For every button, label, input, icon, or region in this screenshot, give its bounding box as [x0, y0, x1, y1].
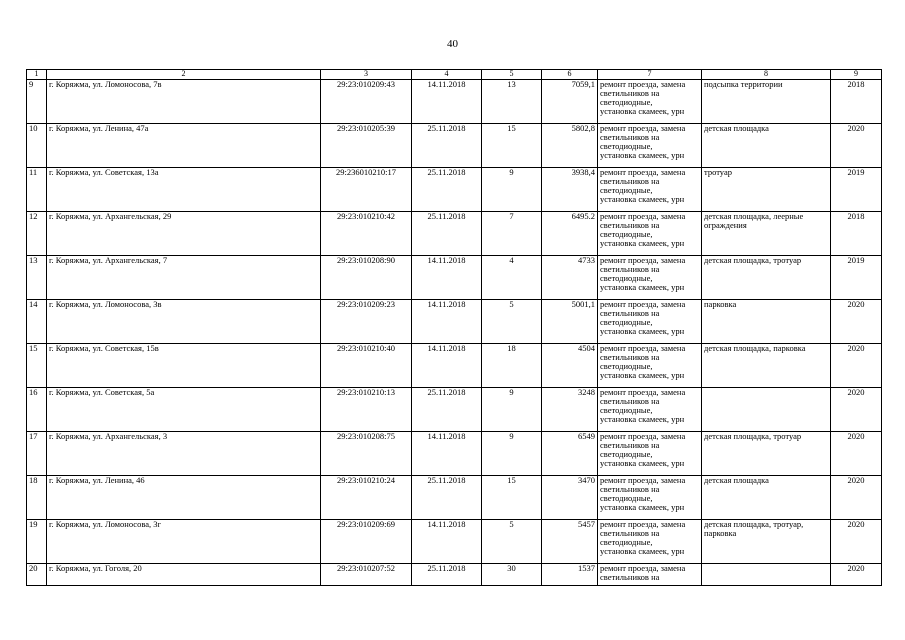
address-cell: г. Коряжма, ул. Архангельская, 7 — [47, 256, 321, 300]
cadastral-number-cell: 29:23:010208:75 — [321, 432, 412, 476]
works-line: ремонт проезда, замена — [600, 343, 686, 353]
address-cell: г. Коряжма, ул. Гоголя, 20 — [47, 564, 321, 586]
works-cell — [598, 432, 702, 476]
additional-works-cell: детская площадка, тротуар, парковка — [702, 520, 831, 564]
cadastral-number-cell: 29:23:010210:24 — [321, 476, 412, 520]
works-line: ремонт проезда, замена — [600, 475, 686, 485]
table-row — [27, 168, 882, 212]
column-header: 7 — [598, 70, 702, 80]
date-cell: 14.11.2018 — [412, 300, 482, 344]
works-line: светильников на — [600, 352, 660, 362]
works-cell — [598, 212, 702, 256]
table-row — [27, 124, 882, 168]
works-line: светодиодные, — [600, 185, 653, 195]
address-cell: г. Коряжма, ул. Советская, 15в — [47, 344, 321, 388]
cadastral-number-cell: 29:23:010210:40 — [321, 344, 412, 388]
works-line: ремонт проезда, замена — [600, 255, 686, 265]
address-cell: г. Коряжма, ул. Архангельская, 29 — [47, 212, 321, 256]
row-number-cell: 20 — [27, 564, 47, 586]
count-cell: 30 — [482, 564, 542, 586]
additional-works-cell — [702, 388, 831, 432]
works-line: установка скамеек, урн — [600, 194, 685, 204]
works-line: ремонт проезда, замена — [600, 519, 686, 529]
address-cell: г. Коряжма, ул. Советская, 13а — [47, 168, 321, 212]
date-cell: 14.11.2018 — [412, 344, 482, 388]
date-cell: 14.11.2018 — [412, 256, 482, 300]
count-cell: 7 — [482, 212, 542, 256]
works-line: светодиодные, — [600, 97, 653, 107]
address-cell: г. Коряжма, ул. Ленина, 47а — [47, 124, 321, 168]
count-cell: 9 — [482, 388, 542, 432]
area-cell: 4733 — [542, 256, 598, 300]
works-line: ремонт проезда, замена — [600, 387, 686, 397]
table-row — [27, 476, 882, 520]
works-cell — [598, 564, 702, 586]
address-cell: г. Коряжма, ул. Советская, 5а — [47, 388, 321, 432]
address-cell: г. Коряжма, ул. Ломоносова, 7в — [47, 80, 321, 124]
area-cell: 3938,4 — [542, 168, 598, 212]
area-cell: 5802,8 — [542, 124, 598, 168]
area-cell: 1537 — [542, 564, 598, 586]
year-cell: 2020 — [831, 388, 882, 432]
additional-works-cell: детская площадка, парковка — [702, 344, 831, 388]
area-cell: 4504 — [542, 344, 598, 388]
area-cell: 5457 — [542, 520, 598, 564]
table-row — [27, 564, 882, 586]
column-header: 4 — [412, 70, 482, 80]
works-cell — [598, 168, 702, 212]
works-cell — [598, 300, 702, 344]
works-line: светильников на — [600, 264, 660, 274]
works-line: светильников на — [600, 484, 660, 494]
date-cell: 25.11.2018 — [412, 124, 482, 168]
row-number-cell: 15 — [27, 344, 47, 388]
address-cell: г. Коряжма, ул. Ломоносова, 3в — [47, 300, 321, 344]
cadastral-number-cell: 29:23:010210:13 — [321, 388, 412, 432]
additional-works-cell: парковка — [702, 300, 831, 344]
works-line: ремонт проезда, замена — [600, 299, 686, 309]
year-cell: 2020 — [831, 564, 882, 586]
row-number-cell: 10 — [27, 124, 47, 168]
year-cell: 2019 — [831, 168, 882, 212]
cadastral-number-cell: 29:23:010205:39 — [321, 124, 412, 168]
works-line: установка скамеек, урн — [600, 458, 685, 468]
data-table — [26, 69, 882, 586]
row-number-cell: 16 — [27, 388, 47, 432]
works-line: светодиодные, — [600, 141, 653, 151]
works-line: установка скамеек, урн — [600, 502, 685, 512]
address-cell: г. Коряжма, ул. Ломоносова, 3г — [47, 520, 321, 564]
works-line: светодиодные, — [600, 449, 653, 459]
column-header: 9 — [831, 70, 882, 80]
count-cell: 9 — [482, 168, 542, 212]
cadastral-number-cell: 29:236010210:17 — [321, 168, 412, 212]
table-row — [27, 300, 882, 344]
row-number-cell: 18 — [27, 476, 47, 520]
area-cell: 6495.2 — [542, 212, 598, 256]
works-line: светильников на — [600, 528, 660, 538]
works-line: ремонт проезда, замена — [600, 123, 686, 133]
table-row — [27, 212, 882, 256]
row-number-cell: 13 — [27, 256, 47, 300]
area-cell: 7059,1 — [542, 80, 598, 124]
cadastral-number-cell: 29:23:010209:23 — [321, 300, 412, 344]
area-cell: 5001,1 — [542, 300, 598, 344]
count-cell: 18 — [482, 344, 542, 388]
date-cell: 14.11.2018 — [412, 520, 482, 564]
count-cell: 13 — [482, 80, 542, 124]
column-header: 8 — [702, 70, 831, 80]
works-line: установка скамеек, урн — [600, 106, 685, 116]
row-number-cell: 9 — [27, 80, 47, 124]
works-line: установка скамеек, урн — [600, 150, 685, 160]
row-number-cell: 19 — [27, 520, 47, 564]
works-line: установка скамеек, урн — [600, 326, 685, 336]
works-line: светодиодные, — [600, 273, 653, 283]
count-cell: 4 — [482, 256, 542, 300]
column-header: 1 — [27, 70, 47, 80]
works-cell — [598, 520, 702, 564]
column-header: 5 — [482, 70, 542, 80]
works-cell — [598, 124, 702, 168]
date-cell: 14.11.2018 — [412, 432, 482, 476]
year-cell: 2020 — [831, 520, 882, 564]
column-header: 6 — [542, 70, 598, 80]
cadastral-number-cell: 29:23:010207:52 — [321, 564, 412, 586]
table-row — [27, 344, 882, 388]
table-row — [27, 80, 882, 124]
column-header: 3 — [321, 70, 412, 80]
date-cell: 25.11.2018 — [412, 476, 482, 520]
works-line: ремонт проезда, замена — [600, 211, 686, 221]
date-cell: 14.11.2018 — [412, 80, 482, 124]
works-line: светильников на — [600, 396, 660, 406]
cadastral-number-cell: 29:23:010209:43 — [321, 80, 412, 124]
works-line: светодиодные, — [600, 361, 653, 371]
year-cell: 2018 — [831, 212, 882, 256]
works-line: светильников на — [600, 176, 660, 186]
works-line: светильников на — [600, 440, 660, 450]
year-cell: 2020 — [831, 300, 882, 344]
cadastral-number-cell: 29:23:010210:42 — [321, 212, 412, 256]
row-number-cell: 11 — [27, 168, 47, 212]
additional-works-cell: подсыпка территории — [702, 80, 831, 124]
year-cell: 2018 — [831, 80, 882, 124]
additional-works-cell: детская площадка, леерные ограждения — [702, 212, 831, 256]
works-cell — [598, 344, 702, 388]
date-cell: 25.11.2018 — [412, 388, 482, 432]
row-number-cell: 17 — [27, 432, 47, 476]
additional-works-cell: детская площадка — [702, 476, 831, 520]
works-cell — [598, 256, 702, 300]
table-row — [27, 256, 882, 300]
works-line: светодиодные, — [600, 493, 653, 503]
works-line: светильников на — [600, 572, 660, 582]
table-body — [27, 80, 882, 586]
works-line: ремонт проезда, замена — [600, 563, 686, 573]
works-line: ремонт проезда, замена — [600, 431, 686, 441]
header-row — [27, 70, 882, 80]
date-cell: 25.11.2018 — [412, 168, 482, 212]
works-line: ремонт проезда, замена — [600, 79, 686, 89]
address-cell: г. Коряжма, ул. Архангельская, 3 — [47, 432, 321, 476]
works-line: светодиодные, — [600, 405, 653, 415]
count-cell: 15 — [482, 124, 542, 168]
works-line: ремонт проезда, замена — [600, 167, 686, 177]
year-cell: 2020 — [831, 476, 882, 520]
additional-works-cell — [702, 564, 831, 586]
date-cell: 25.11.2018 — [412, 212, 482, 256]
table-row — [27, 520, 882, 564]
works-line: светильников на — [600, 220, 660, 230]
works-line: светодиодные, — [600, 229, 653, 239]
works-line: установка скамеек, урн — [600, 546, 685, 556]
works-line: установка скамеек, урн — [600, 370, 685, 380]
works-line: светильников на — [600, 308, 660, 318]
works-cell — [598, 388, 702, 432]
row-number-cell: 14 — [27, 300, 47, 344]
works-cell — [598, 80, 702, 124]
additional-works-cell: детская площадка — [702, 124, 831, 168]
year-cell: 2020 — [831, 124, 882, 168]
address-cell: г. Коряжма, ул. Ленина, 46 — [47, 476, 321, 520]
works-cell — [598, 476, 702, 520]
works-line: установка скамеек, урн — [600, 282, 685, 292]
area-cell: 3248 — [542, 388, 598, 432]
table-row — [27, 432, 882, 476]
area-cell: 3470 — [542, 476, 598, 520]
works-line: светильников на — [600, 132, 660, 142]
works-line: светодиодные, — [600, 317, 653, 327]
date-cell: 25.11.2018 — [412, 564, 482, 586]
count-cell: 5 — [482, 520, 542, 564]
table-row — [27, 388, 882, 432]
works-line: установка скамеек, урн — [600, 414, 685, 424]
additional-works-cell: детская площадка, тротуар — [702, 256, 831, 300]
additional-works-cell: детская площадка, тротуар — [702, 432, 831, 476]
year-cell: 2020 — [831, 344, 882, 388]
year-cell: 2020 — [831, 432, 882, 476]
works-line: светильников на — [600, 88, 660, 98]
cadastral-number-cell: 29:23:010208:90 — [321, 256, 412, 300]
row-number-cell: 12 — [27, 212, 47, 256]
count-cell: 15 — [482, 476, 542, 520]
count-cell: 5 — [482, 300, 542, 344]
area-cell: 6549 — [542, 432, 598, 476]
additional-works-cell: тротуар — [702, 168, 831, 212]
works-line: установка скамеек, урн — [600, 238, 685, 248]
count-cell: 9 — [482, 432, 542, 476]
year-cell: 2019 — [831, 256, 882, 300]
page-number: 40 — [447, 38, 458, 50]
cadastral-number-cell: 29:23:010209:69 — [321, 520, 412, 564]
column-header: 2 — [47, 70, 321, 80]
works-line: светодиодные, — [600, 537, 653, 547]
